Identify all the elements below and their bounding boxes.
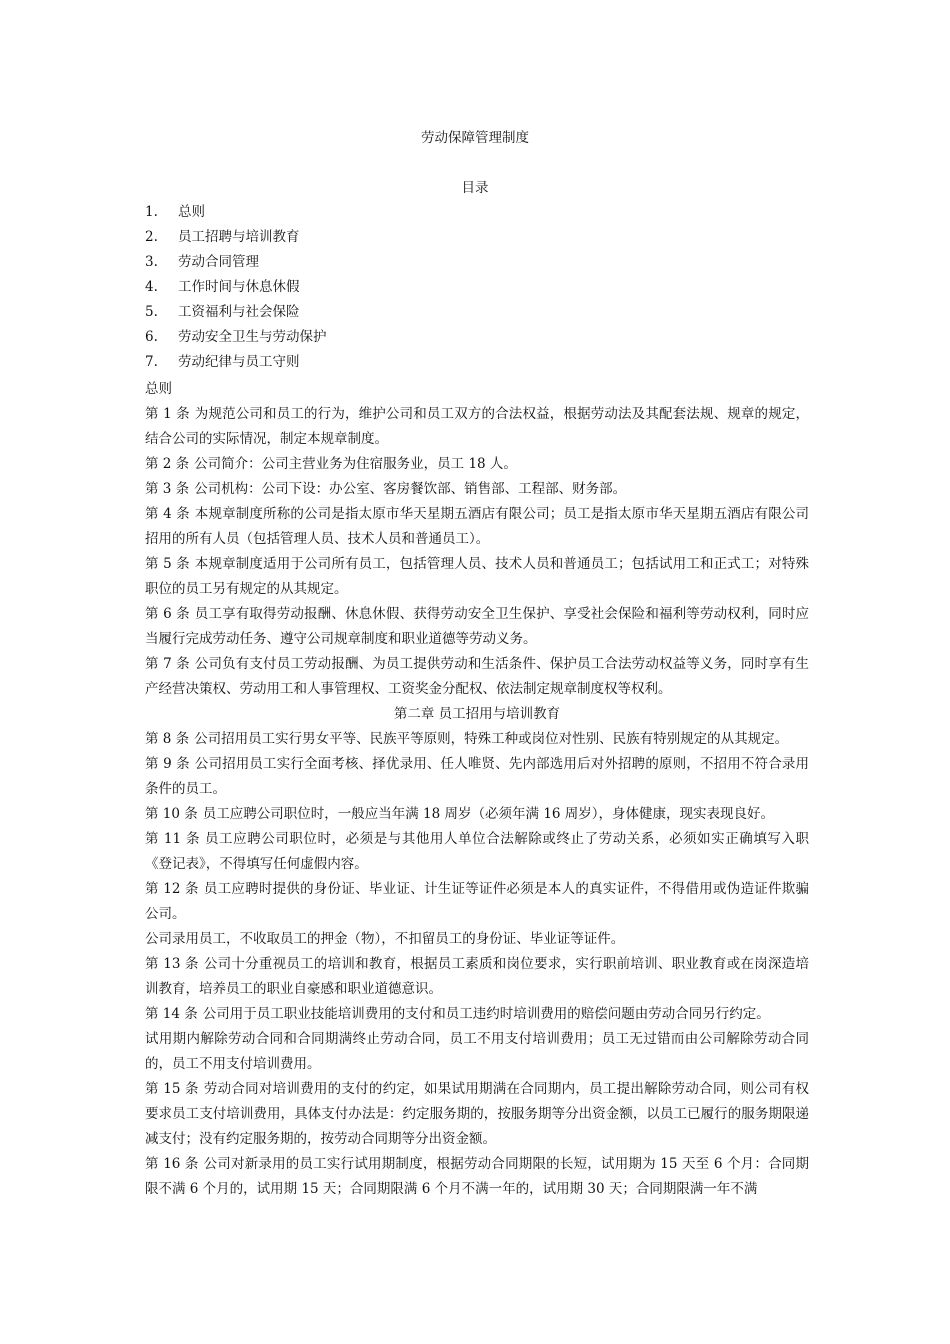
article-number: 第 9 条	[145, 756, 190, 772]
article	[145, 752, 809, 802]
article	[145, 452, 809, 477]
article-number: 第 15 条	[145, 1081, 199, 1097]
article-text: 员工应聘公司职位时，一般应当年满 18 周岁（必须年满 16 周岁），身体健康，现实表现良好。	[202, 806, 775, 822]
article	[145, 502, 809, 552]
toc-item-number: 4.	[145, 279, 158, 295]
toc-item	[145, 252, 805, 277]
article-text: 本规章制度所称的公司是指太原市华天星期五酒店有限公司；员工是指太原市华天星期五酒店有限公司招用的所有人员（包括管理人员、技术人员和普通员工）。	[145, 506, 810, 547]
paragraph-text: 试用期内解除劳动合同和合同期满终止劳动合同，员工不用支付培训费用；员工无过错而由公司解除劳动合同的，员工不用支付培训费用。	[145, 1031, 809, 1072]
toc-item-label: 劳动合同管理	[178, 254, 259, 270]
table-of-contents	[145, 202, 805, 377]
article-text: 劳动合同对培训费用的支付的约定，如果试用期满在合同期内，员工提出解除劳动合同，则公司有权要求员工支付培训费用，具体支付办法是：约定服务期的，按服务期等分出资金额，以员工已履行的服务期限递减支付；没有约定服务期的，按劳动合同期等分出资金额。	[145, 1081, 810, 1147]
toc-item-label: 工作时间与休息休假	[178, 279, 300, 295]
toc-item	[145, 352, 805, 377]
article-text: 员工应聘时提供的身份证、毕业证、计生证等证件必须是本人的真实证件，不得借用或伪造证件欺骗公司。	[145, 881, 810, 922]
article-number: 第 12 条	[145, 881, 199, 897]
article-text: 公司对新录用的员工实行试用期制度，根据劳动合同期限的长短，试用期为 15 天至 6 个月：合同期限不满 6 个月的，试用期 15 天；合同期限满 6 个月不满一年的，试用期 30 天；合同期限满一年不满	[145, 1156, 809, 1197]
article-text: 公司十分重视员工的培训和教育，根据员工素质和岗位要求，实行职前培训、职业教育或在岗深造培训教育，培养员工的职业自豪感和职业道德意识。	[145, 956, 810, 997]
paragraph	[145, 1027, 809, 1077]
toc-item-number: 6.	[145, 329, 158, 345]
toc-item-label: 员工招聘与培训教育	[178, 229, 300, 245]
toc-item-label: 劳动纪律与员工守则	[178, 354, 300, 370]
article-number: 第 4 条	[145, 506, 190, 522]
section-heading: 总则	[145, 381, 172, 397]
toc-item-number: 1.	[145, 204, 158, 220]
article	[145, 877, 809, 927]
article	[145, 952, 809, 1002]
article	[145, 402, 809, 452]
toc-item	[145, 202, 805, 227]
toc-item-number: 3.	[145, 254, 158, 270]
toc-item-label: 工资福利与社会保险	[178, 304, 300, 320]
toc-item	[145, 302, 805, 327]
toc-heading: 目录	[461, 180, 489, 196]
document-body	[145, 377, 809, 1202]
article-number: 第 7 条	[145, 656, 190, 672]
article-number: 第 16 条	[145, 1156, 199, 1172]
chapter-heading: 第二章 员工招用与培训教育	[393, 706, 561, 722]
article	[145, 727, 809, 752]
article-number: 第 14 条	[145, 1006, 198, 1022]
article	[145, 477, 809, 502]
article-text: 为规范公司和员工的行为，维护公司和员工双方的合法权益，根据劳动法及其配套法规、规章的规定，结合公司的实际情况，制定本规章制度。	[145, 406, 810, 447]
article-text: 本规章制度适用于公司所有员工，包括管理人员、技术人员和普通员工；包括试用工和正式工；对特殊职位的员工另有规定的从其规定。	[145, 556, 810, 597]
article-number: 第 11 条	[145, 831, 200, 847]
paragraph-text: 公司录用员工，不收取员工的押金（物），不扣留员工的身份证、毕业证等证件。	[145, 931, 625, 947]
article-text: 公司机构：公司下设：办公室、客房餐饮部、销售部、工程部、财务部。	[194, 481, 627, 497]
article-text: 公司招用员工实行男女平等、民族平等原则，特殊工种或岗位对性别、民族有特别规定的从其规定。	[194, 731, 789, 747]
toc-item-number: 2.	[145, 229, 158, 245]
article-number: 第 13 条	[145, 956, 199, 972]
article	[145, 802, 809, 827]
article-number: 第 5 条	[145, 556, 190, 572]
toc-item-number: 7.	[145, 354, 158, 370]
article	[145, 652, 809, 702]
article-text: 员工享有取得劳动报酬、休息休假、获得劳动安全卫生保护、享受社会保险和福利等劳动权利，同时应当履行完成劳动任务、遵守公司规章制度和职业道德等劳动义务。	[145, 606, 810, 647]
toc-item-label: 劳动安全卫生与劳动保护	[178, 329, 327, 345]
article-number: 第 10 条	[145, 806, 198, 822]
document-title: 劳动保障管理制度	[421, 130, 529, 146]
article-text: 公司简介：公司主营业务为住宿服务业，员工 18 人。	[194, 456, 517, 472]
article	[145, 1152, 809, 1202]
article	[145, 827, 809, 877]
article-number: 第 1 条	[145, 406, 190, 422]
toc-item	[145, 227, 805, 252]
article-number: 第 2 条	[145, 456, 190, 472]
article	[145, 552, 809, 602]
article-text: 公司用于员工职业技能培训费用的支付和员工违约时培训费用的赔偿问题由劳动合同另行约定。	[202, 1006, 770, 1022]
article	[145, 602, 809, 652]
article	[145, 1077, 809, 1152]
article-text: 员工应聘公司职位时，必须是与其他用人单位合法解除或终止了劳动关系，必须如实正确填写入职《登记表》，不得填写任何虚假内容。	[145, 831, 809, 872]
toc-item	[145, 327, 805, 352]
article	[145, 1002, 809, 1027]
toc-item	[145, 277, 805, 302]
article-number: 第 8 条	[145, 731, 190, 747]
toc-item-number: 5.	[145, 304, 158, 320]
article-number: 第 3 条	[145, 481, 190, 497]
article-number: 第 6 条	[145, 606, 190, 622]
article-text: 公司负有支付员工劳动报酬、为员工提供劳动和生活条件、保护员工合法劳动权益等义务，同时享有生产经营决策权、劳动用工和人事管理权、工资奖金分配权、依法制定规章制度权等权利。	[145, 656, 810, 697]
article-text: 公司招用员工实行全面考核、择优录用、任人唯贤、先内部选用后对外招聘的原则，不招用不符合录用条件的员工。	[145, 756, 810, 797]
paragraph	[145, 927, 809, 952]
toc-item-label: 总则	[178, 204, 205, 220]
